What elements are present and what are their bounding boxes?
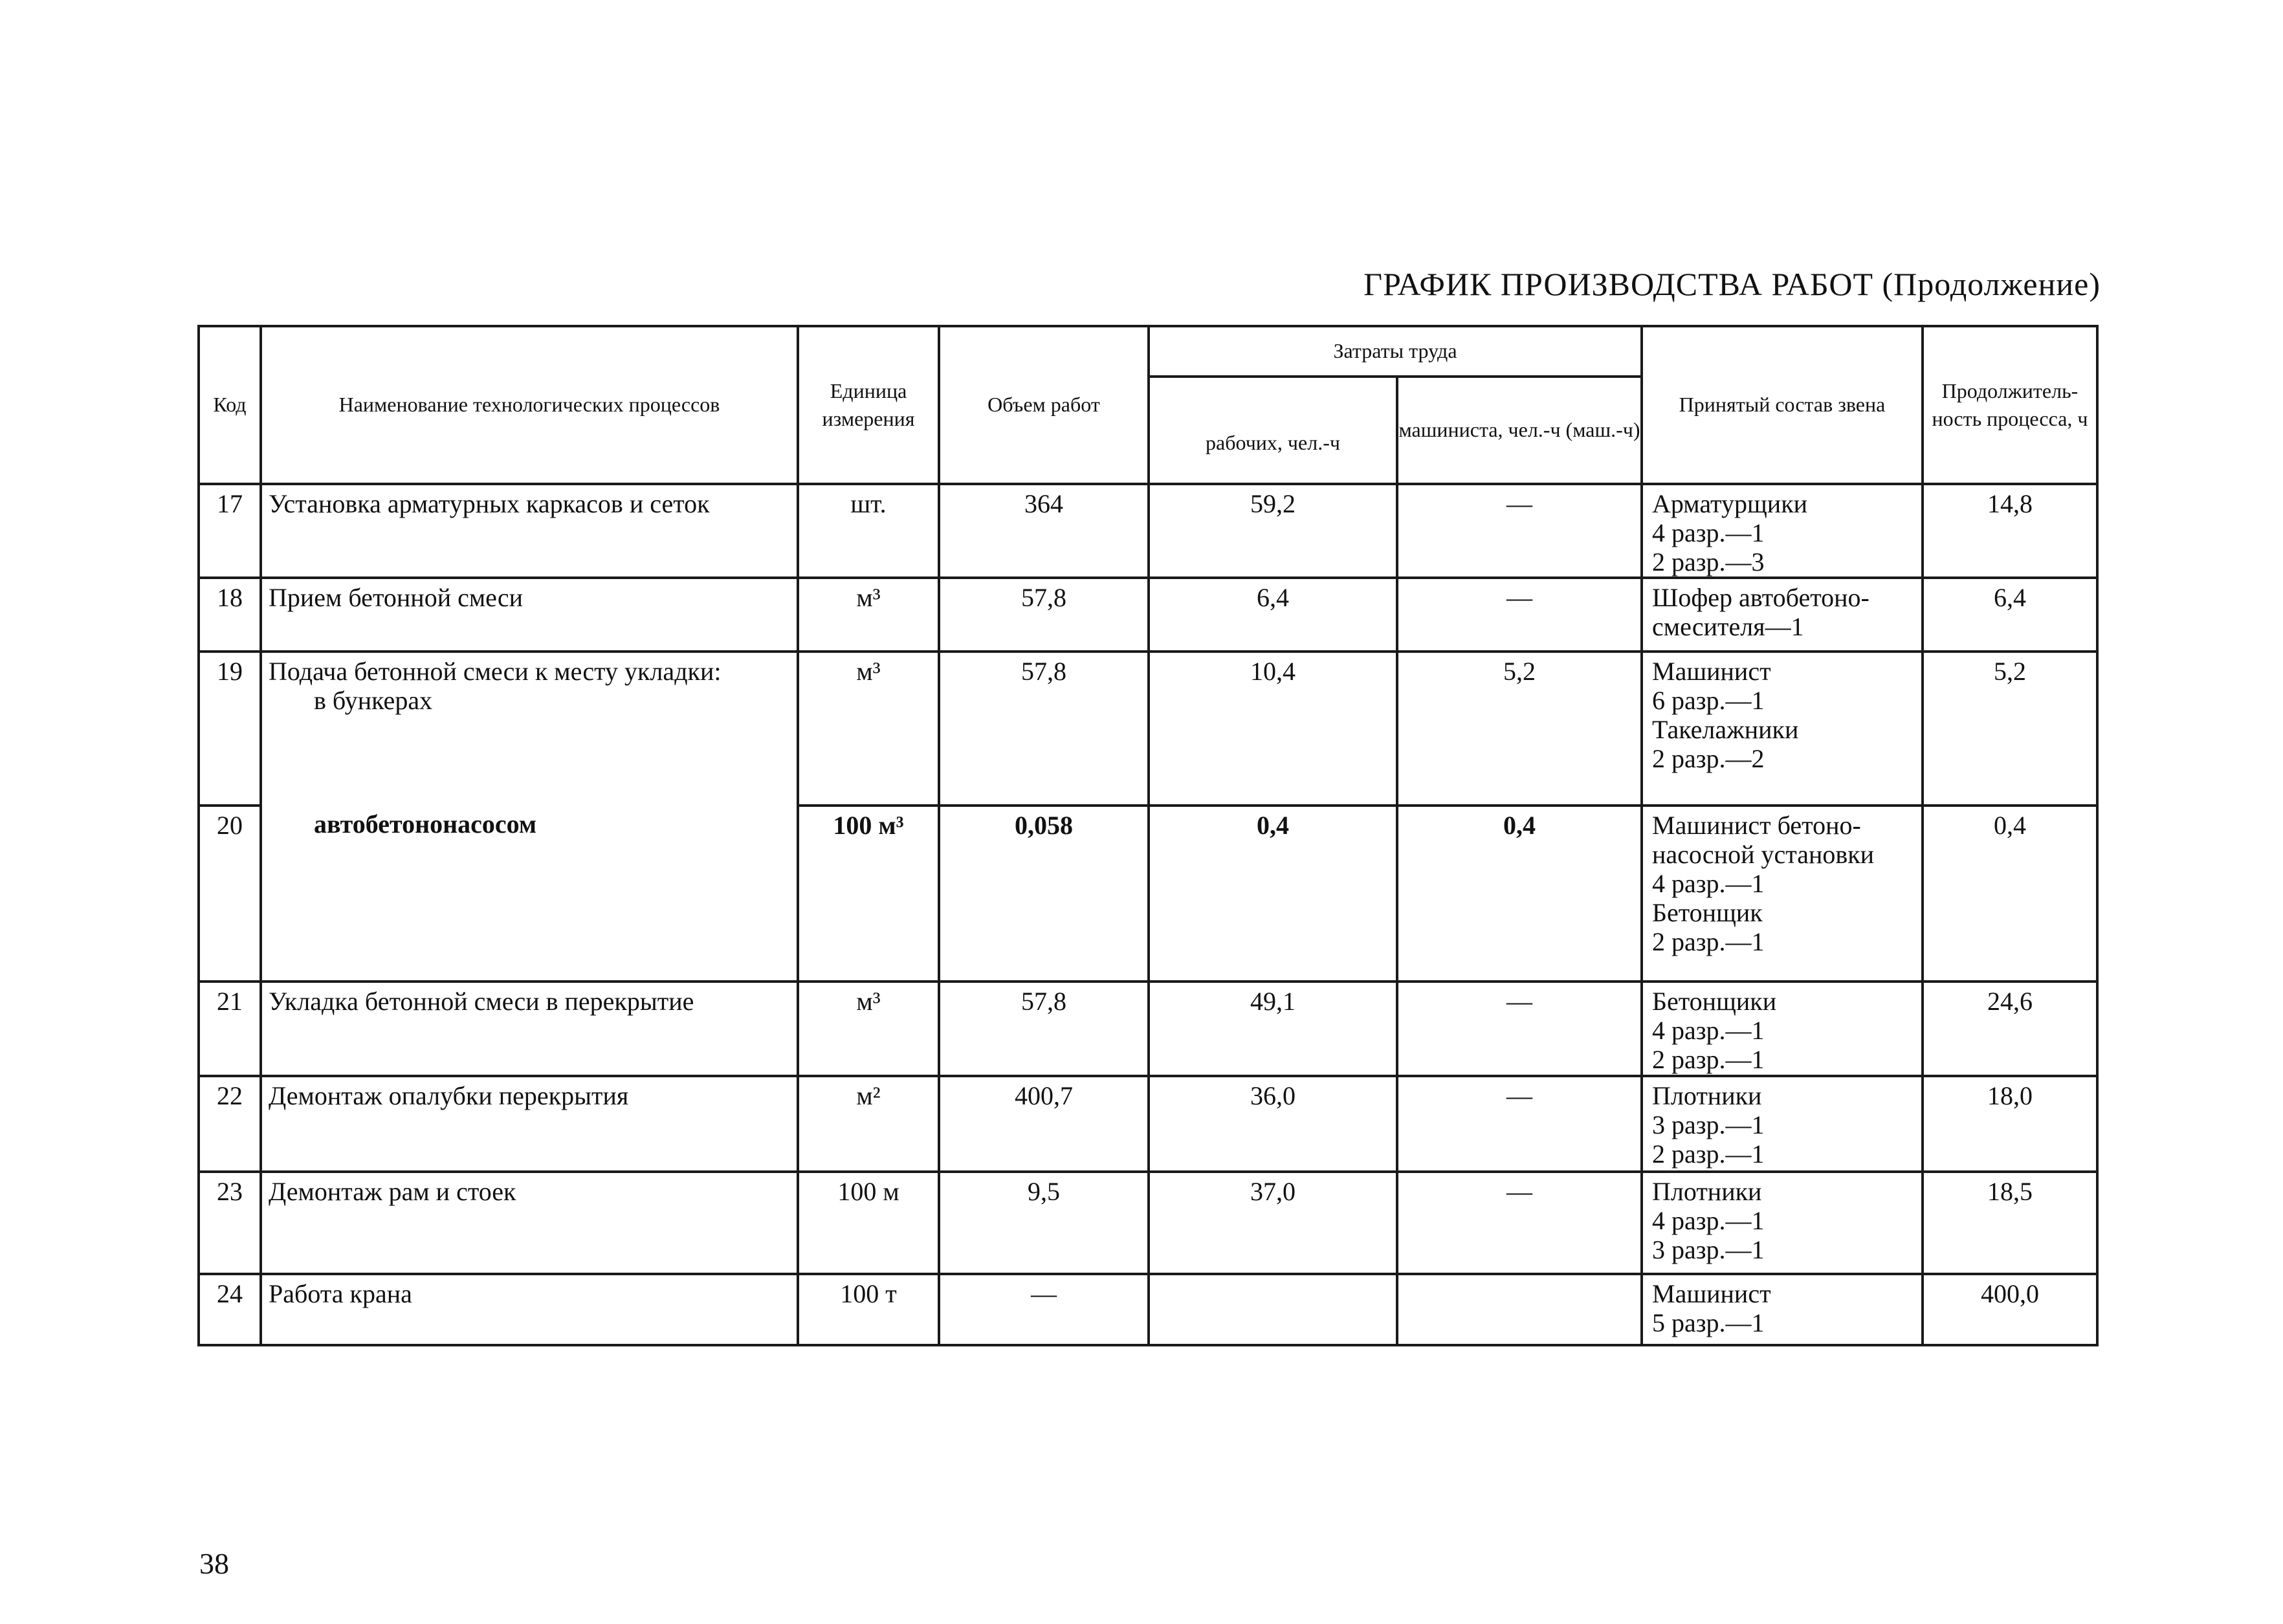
row-process-name: Демонтаж рам и стоек	[261, 1172, 798, 1274]
row-code: 22	[199, 1076, 261, 1172]
table-row	[199, 1274, 2097, 1345]
row-volume: —	[939, 1274, 1149, 1345]
table-row	[199, 484, 2097, 578]
row-operator-hours: —	[1397, 1172, 1642, 1274]
row-volume: 400,7	[939, 1076, 1149, 1172]
row-process-name: Демонтаж опалубки перекрытия	[261, 1076, 798, 1172]
row-unit: м³	[798, 982, 939, 1076]
row-duration: 0,4	[1923, 806, 2097, 982]
row-unit: м²	[798, 1076, 939, 1172]
header-crew: Принятый состав звена	[1642, 326, 1923, 484]
row-process-name: Прием бетонной смеси	[261, 578, 798, 652]
header-labor-costs: Затраты труда	[1149, 326, 1642, 377]
row-crew: Бетонщики 4 разр.—1 2 разр.—1	[1642, 982, 1923, 1076]
table-row	[199, 652, 2097, 806]
row-crew: Плотники 3 разр.—1 2 разр.—1	[1642, 1076, 1923, 1172]
row-workers-hours: 49,1	[1149, 982, 1397, 1076]
row-unit: м³	[798, 578, 939, 652]
row-code: 20	[199, 806, 261, 982]
table-row	[199, 806, 2097, 982]
process-name-sub: в бункерах	[314, 686, 433, 715]
row-crew: Машинист бетоно- насосной установки 4 разр.—1 Бетонщик 2 разр.—1	[1642, 806, 1923, 982]
row-duration: 18,0	[1923, 1076, 2097, 1172]
row-duration: 14,8	[1923, 484, 2097, 578]
header-code: Код	[199, 326, 261, 484]
row-volume: 364	[939, 484, 1149, 578]
row-code: 17	[199, 484, 261, 578]
row-operator-hours: —	[1397, 982, 1642, 1076]
header-unit: Единица измерения	[798, 326, 939, 484]
row-operator-hours: —	[1397, 1076, 1642, 1172]
table-row	[199, 1076, 2097, 1172]
row-duration: 6,4	[1923, 578, 2097, 652]
row-operator-hours: 0,4	[1397, 806, 1642, 982]
row-crew: Шофер автобетоно- смесителя—1	[1642, 578, 1923, 652]
row-crew: Машинист 5 разр.—1	[1642, 1274, 1923, 1345]
row-workers-hours: 0,4	[1149, 806, 1397, 982]
row-workers-hours: 37,0	[1149, 1172, 1397, 1274]
table-row	[199, 982, 2097, 1076]
header-workers-hours: рабочих, чел.-ч	[1149, 377, 1397, 484]
header-volume: Объем работ	[939, 326, 1149, 484]
row-operator-hours	[1397, 1274, 1642, 1345]
row-unit: 100 м	[798, 1172, 939, 1274]
row-workers-hours	[1149, 1274, 1397, 1345]
work-schedule-table	[197, 325, 2099, 1346]
process-name-main: Подача бетонной смеси к месту укладки:	[269, 657, 722, 686]
row-volume: 57,8	[939, 652, 1149, 806]
row-code: 19	[199, 652, 261, 806]
row-workers-hours: 36,0	[1149, 1076, 1397, 1172]
row-operator-hours: —	[1397, 484, 1642, 578]
row-workers-hours: 6,4	[1149, 578, 1397, 652]
page-title: ГРАФИК ПРОИЗВОДСТВА РАБОТ (Продолжение)	[1363, 266, 2101, 302]
row-duration: 400,0	[1923, 1274, 2097, 1345]
row-workers-hours: 59,2	[1149, 484, 1397, 578]
row-process-name: Укладка бетонной смеси в перекрытие	[261, 982, 798, 1076]
header-duration: Продолжитель-ность процесса, ч	[1923, 326, 2097, 484]
table-row	[199, 578, 2097, 652]
row-operator-hours: 5,2	[1397, 652, 1642, 806]
row-duration: 5,2	[1923, 652, 2097, 806]
row-unit: шт.	[798, 484, 939, 578]
row-unit: м³	[798, 652, 939, 806]
row-code: 24	[199, 1274, 261, 1345]
row-duration: 24,6	[1923, 982, 2097, 1076]
row-crew: Машинист 6 разр.—1 Такелажники 2 разр.—2	[1642, 652, 1923, 806]
table-row	[199, 1172, 2097, 1274]
row-volume: 57,8	[939, 578, 1149, 652]
row-volume: 0,058	[939, 806, 1149, 982]
row-duration: 18,5	[1923, 1172, 2097, 1274]
row-unit: 100 т	[798, 1274, 939, 1345]
row-workers-hours: 10,4	[1149, 652, 1397, 806]
page-number: 38	[199, 1547, 229, 1580]
row-operator-hours: —	[1397, 578, 1642, 652]
header-operator-hours: машиниста, чел.-ч (маш.-ч)	[1397, 377, 1642, 484]
row-crew: Плотники 4 разр.—1 3 разр.—1	[1642, 1172, 1923, 1274]
row-process-name: Установка арматурных каркасов и сеток	[261, 484, 798, 578]
row-code: 21	[199, 982, 261, 1076]
row-process-name	[261, 652, 798, 806]
row-code: 23	[199, 1172, 261, 1274]
row-unit: 100 м³	[798, 806, 939, 982]
row-process-name: Работа крана	[261, 1274, 798, 1345]
row-crew: Арматурщики 4 разр.—1 2 разр.—3	[1642, 484, 1923, 578]
row-volume: 57,8	[939, 982, 1149, 1076]
row-volume: 9,5	[939, 1172, 1149, 1274]
header-process-name: Наименование технологических процессов	[261, 326, 798, 484]
row-code: 18	[199, 578, 261, 652]
row-process-name: автобетононасосом	[261, 806, 798, 982]
